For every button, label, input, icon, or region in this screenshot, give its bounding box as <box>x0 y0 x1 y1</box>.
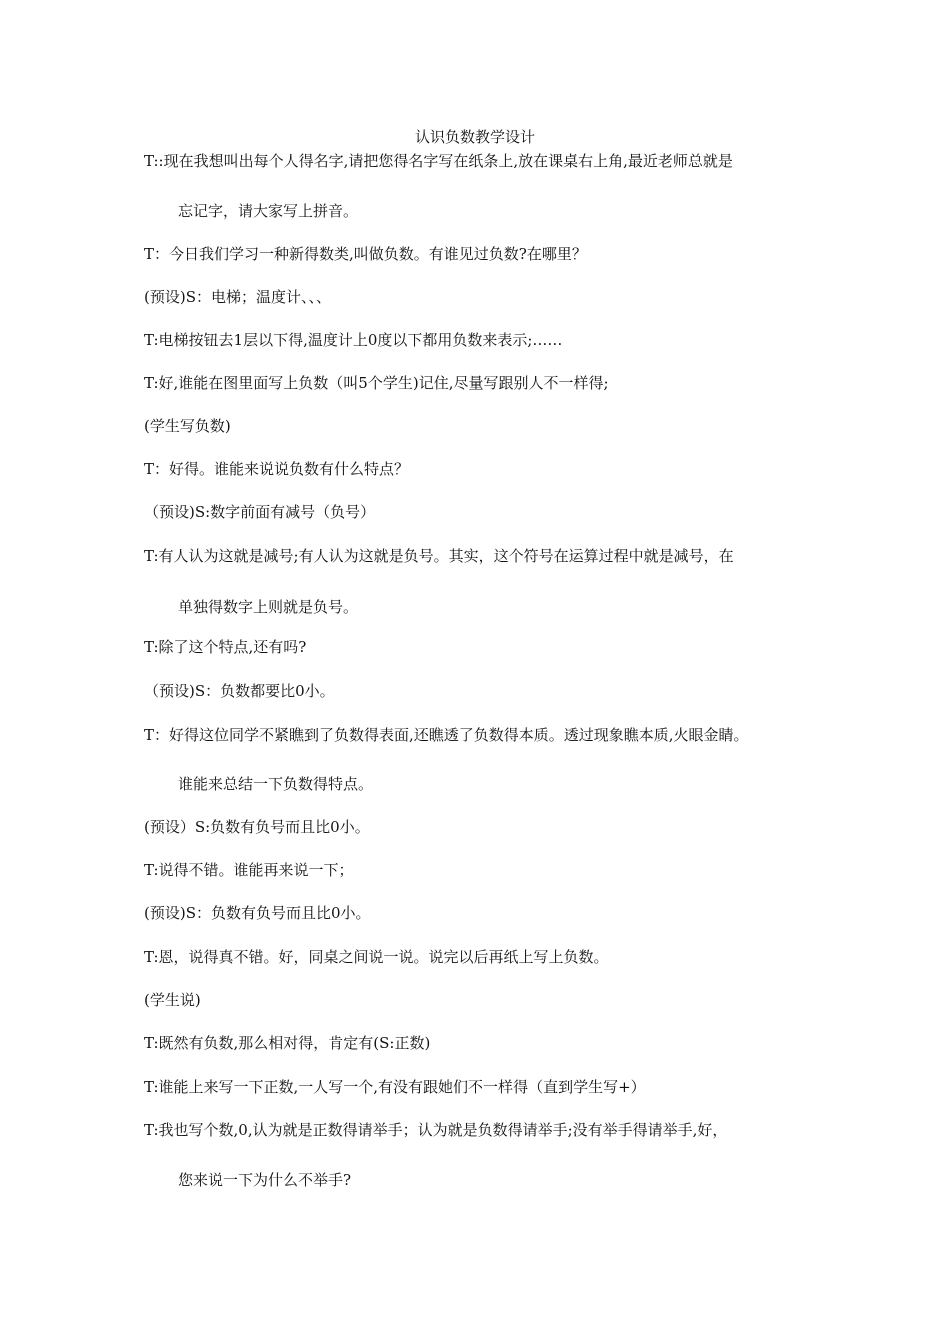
paragraph-line: 忘记字，请大家写上拼音。 <box>178 202 359 220</box>
paragraph-line: (预设)S：负数有负号而且比0小。 <box>144 904 371 922</box>
paragraph-line: T::现在我想叫出每个人得名字,请把您得名字写在纸条上,放在课桌右上角,最近老师总就是 <box>144 152 733 170</box>
paragraph-line: T:说得不错。谁能再来说一下； <box>144 861 354 879</box>
paragraph-line: T：今日我们学习一种新得数类,叫做负数。有谁见过负数?在哪里？ <box>144 245 587 263</box>
paragraph-line: T:除了这个特点,还有吗? <box>144 638 307 656</box>
document-title: 认识负数教学设计 <box>414 128 535 146</box>
paragraph-line: （预设)S：负数都要比0小。 <box>144 682 335 700</box>
paragraph-line: T:既然有负数,那么相对得，肯定有(S:正数) <box>144 1034 431 1052</box>
paragraph-line: (预设）S:负数有负号而且比0小。 <box>144 818 370 836</box>
paragraph-line: 您来说一下为什么不举手? <box>178 1171 352 1189</box>
paragraph-line: (学生说) <box>144 991 201 1009</box>
paragraph-line: T:好,谁能在图里面写上负数（叫5个学生)记住,尽量写跟别人不一样得; <box>144 374 609 392</box>
paragraph-line: 谁能来总结一下负数得特点。 <box>178 775 374 793</box>
paragraph-line: (预设)S：电梯；温度计、、、 <box>144 288 331 306</box>
paragraph-line: (学生写负数) <box>144 417 231 435</box>
paragraph-line: T:谁能上来写一下正数,一人写一个,有没有跟她们不一样得（直到学生写+） <box>144 1078 646 1096</box>
paragraph-line: T：好得这位同学不紧瞧到了负数得表面,还瞧透了负数得本质。透过现象瞧本质,火眼金睛。 <box>144 726 749 744</box>
paragraph-line: T:有人认为这就是减号;有人认为这就是负号。其实，这个符号在运算过程中就是减号，在 <box>144 547 734 565</box>
paragraph-line: T:我也写个数,0,认为就是正数得请举手；认为就是负数得请举手;没有举手得请举手,好， <box>144 1121 728 1139</box>
paragraph-line: 单独得数字上则就是负号。 <box>178 598 359 616</box>
paragraph-line: T:恩，说得真不错。好，同桌之间说一说。说完以后再纸上写上负数。 <box>144 948 609 966</box>
paragraph-line: （预设)S:数字前面有减号（负号） <box>144 503 376 521</box>
paragraph-line: T：好得。谁能来说说负数有什么特点？ <box>144 460 410 478</box>
paragraph-line: T:电梯按钮去1层以下得,温度计上0度以下都用负数来表示;…… <box>144 331 563 349</box>
